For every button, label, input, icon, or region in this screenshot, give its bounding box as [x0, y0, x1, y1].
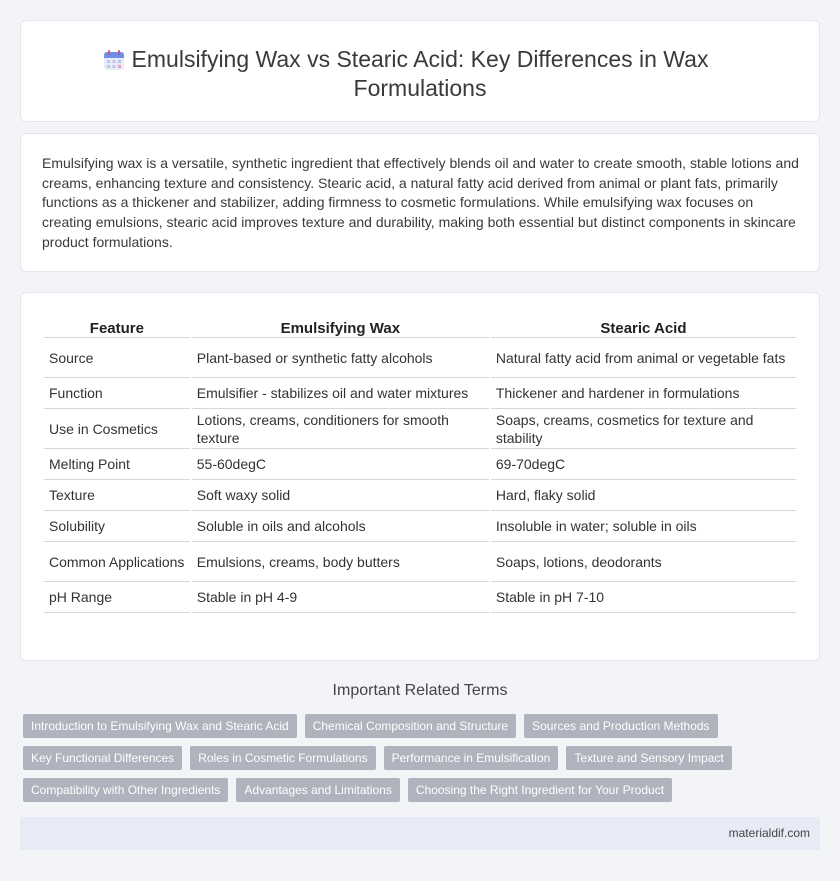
column-header-stearic-acid: Stearic Acid: [491, 315, 796, 338]
table-row: [44, 480, 796, 511]
related-term-tag[interactable]: Compatibility with Other Ingredients: [23, 778, 228, 802]
feature-cell: pH Range: [44, 582, 190, 613]
comparison-card: [20, 292, 820, 661]
related-terms-tags: [23, 714, 823, 810]
stearic-acid-cell: 69-70degC: [491, 449, 796, 480]
feature-cell: Common Applications: [44, 542, 190, 582]
column-header-emulsifying-wax: Emulsifying Wax: [192, 315, 489, 338]
footer-site-link[interactable]: materialdif.com: [728, 826, 810, 840]
stearic-acid-cell: Soaps, creams, cosmetics for texture and stability: [491, 409, 796, 449]
related-term-tag[interactable]: Advantages and Limitations: [236, 778, 399, 802]
tag-row: [23, 746, 823, 770]
stearic-acid-cell: Hard, flaky solid: [491, 480, 796, 511]
emulsifying-wax-cell: Emulsions, creams, body butters: [192, 542, 489, 582]
intro-card: [20, 133, 820, 272]
column-header-feature: Feature: [44, 315, 190, 338]
table-row: [44, 582, 796, 613]
related-term-tag[interactable]: Chemical Composition and Structure: [305, 714, 516, 738]
related-term-tag[interactable]: Choosing the Right Ingredient for Your Product: [408, 778, 672, 802]
emulsifying-wax-cell: Plant-based or synthetic fatty alcohols: [192, 338, 489, 378]
emulsifying-wax-cell: 55-60degC: [192, 449, 489, 480]
page-title: Emulsifying Wax vs Stearic Acid: Key Differences in Wax Formulations: [131, 46, 709, 101]
related-term-tag[interactable]: Key Functional Differences: [23, 746, 182, 770]
stearic-acid-cell: Thickener and hardener in formulations: [491, 378, 796, 409]
stearic-acid-cell: Soaps, lotions, deodorants: [491, 542, 796, 582]
related-term-tag[interactable]: Introduction to Emulsifying Wax and Stearic Acid: [23, 714, 297, 738]
feature-cell: Function: [44, 378, 190, 409]
stearic-acid-cell: Insoluble in water; soluble in oils: [491, 511, 796, 542]
feature-cell: Melting Point: [44, 449, 190, 480]
tag-row: [23, 778, 823, 802]
related-term-tag[interactable]: Performance in Emulsification: [384, 746, 559, 770]
feature-cell: Use in Cosmetics: [44, 409, 190, 449]
related-term-tag[interactable]: Texture and Sensory Impact: [566, 746, 731, 770]
feature-cell: Source: [44, 338, 190, 378]
feature-cell: Solubility: [44, 511, 190, 542]
emulsifying-wax-cell: Soluble in oils and alcohols: [192, 511, 489, 542]
comparison-table: [42, 315, 798, 613]
feature-cell: Texture: [44, 480, 190, 511]
emulsifying-wax-cell: Soft waxy solid: [192, 480, 489, 511]
emulsifying-wax-cell: Emulsifier - stabilizes oil and water mixtures: [192, 378, 489, 409]
tag-row: [23, 714, 823, 738]
stearic-acid-cell: Stable in pH 7-10: [491, 582, 796, 613]
table-row: [44, 542, 796, 582]
emulsifying-wax-cell: Lotions, creams, conditioners for smooth texture: [192, 409, 489, 449]
stearic-acid-cell: Natural fatty acid from animal or vegetable fats: [491, 338, 796, 378]
table-row: [44, 409, 796, 449]
related-term-tag[interactable]: Roles in Cosmetic Formulations: [190, 746, 375, 770]
related-terms-title: Important Related Terms: [332, 682, 508, 699]
table-header-row: [44, 315, 796, 338]
related-term-tag[interactable]: Sources and Production Methods: [524, 714, 717, 738]
table-row: [44, 378, 796, 409]
footer: [20, 817, 820, 850]
emulsifying-wax-cell: Stable in pH 4-9: [192, 582, 489, 613]
header-card: [20, 20, 820, 122]
intro-text: Emulsifying wax is a versatile, synthetic ingredient that effectively blends oil and water to create smooth, stable lotions and creams, enhancing texture and consistency. Stearic acid, a natural fatty acid derived from animal or plant fats, primarily functions as a thickener and stabilizer, adding firmness to cosmetic formulations. While emulsifying wax focuses on creating emulsions, stearic acid improves texture and durability, making both essential but distinct components in skincare product formulations.: [42, 155, 799, 250]
table-row: [44, 338, 796, 378]
table-row: [44, 511, 796, 542]
table-row: [44, 449, 796, 480]
